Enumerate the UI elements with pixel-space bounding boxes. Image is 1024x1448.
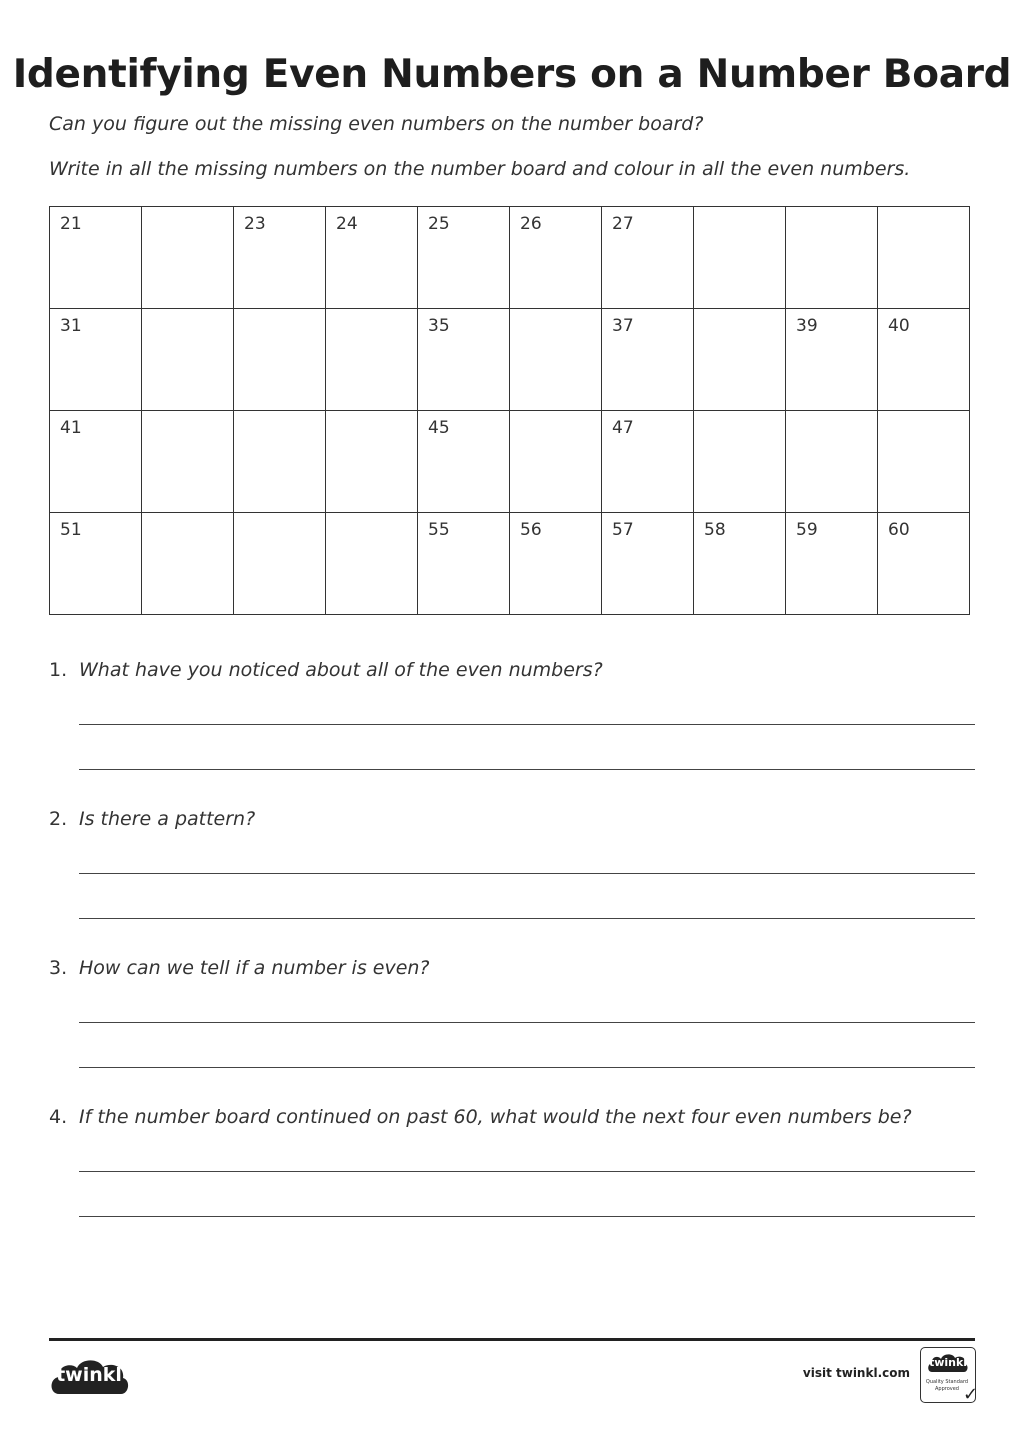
board-cell[interactable]: [142, 309, 234, 411]
answer-line[interactable]: [79, 1022, 975, 1023]
question-text: If the number board continued on past 60, what would the next four even numbers be?: [79, 1106, 912, 1128]
board-cell[interactable]: [786, 411, 878, 513]
board-row: [50, 411, 970, 513]
board-cell[interactable]: [694, 411, 786, 513]
visit-link[interactable]: visit twinkl.com: [802, 1366, 910, 1380]
question-3: [49, 957, 430, 979]
question-4: [49, 1106, 912, 1128]
answer-line[interactable]: [79, 1171, 975, 1172]
board-cell[interactable]: 57: [602, 513, 694, 615]
instruction: Write in all the missing numbers on the number board and colour in all the even numbers.: [49, 158, 911, 180]
board-cell[interactable]: [234, 411, 326, 513]
board-row: [50, 207, 970, 309]
board-cell[interactable]: [142, 411, 234, 513]
answer-line[interactable]: [79, 918, 975, 919]
board-cell[interactable]: [142, 513, 234, 615]
footer-divider: [49, 1338, 975, 1341]
board-cell[interactable]: [510, 411, 602, 513]
number-board: [49, 206, 970, 615]
question-number: 1.: [49, 659, 68, 681]
board-cell[interactable]: [878, 411, 970, 513]
board-cell[interactable]: 26: [510, 207, 602, 309]
check-icon: ✓: [963, 1384, 979, 1405]
board-cell[interactable]: [234, 513, 326, 615]
answer-line[interactable]: [79, 769, 975, 770]
page-title: Identifying Even Numbers on a Number Board: [12, 52, 1012, 97]
board-cell[interactable]: 55: [418, 513, 510, 615]
board-cell[interactable]: 35: [418, 309, 510, 411]
answer-line[interactable]: [79, 1067, 975, 1068]
question-1: [49, 659, 603, 681]
badge-logo-text: twinkl: [928, 1356, 968, 1369]
board-cell[interactable]: 51: [50, 513, 142, 615]
board-cell[interactable]: 59: [786, 513, 878, 615]
board-cell[interactable]: 40: [878, 309, 970, 411]
board-row: [50, 309, 970, 411]
board-cell[interactable]: 45: [418, 411, 510, 513]
question-text: Is there a pattern?: [79, 808, 256, 830]
board-cell[interactable]: [786, 207, 878, 309]
question-text: How can we tell if a number is even?: [79, 957, 430, 979]
question-2: [49, 808, 255, 830]
board-cell[interactable]: 58: [694, 513, 786, 615]
board-cell[interactable]: [878, 207, 970, 309]
question-number: 2.: [49, 808, 68, 830]
board-cell[interactable]: 56: [510, 513, 602, 615]
question-number: 3.: [49, 957, 68, 979]
board-cell[interactable]: [510, 309, 602, 411]
board-cell[interactable]: [326, 513, 418, 615]
board-cell[interactable]: 47: [602, 411, 694, 513]
badge-logo: [927, 1352, 969, 1374]
twinkl-logo: [49, 1354, 131, 1400]
board-cell[interactable]: 37: [602, 309, 694, 411]
board-cell[interactable]: 41: [50, 411, 142, 513]
answer-line[interactable]: [79, 1216, 975, 1217]
question-number: 4.: [49, 1106, 68, 1128]
board-cell[interactable]: [234, 309, 326, 411]
board-cell[interactable]: 25: [418, 207, 510, 309]
board-cell[interactable]: 39: [786, 309, 878, 411]
board-cell[interactable]: 60: [878, 513, 970, 615]
board-cell[interactable]: [694, 309, 786, 411]
subtitle: Can you figure out the missing even numbers on the number board?: [49, 113, 704, 135]
board-cell[interactable]: 24: [326, 207, 418, 309]
board-cell[interactable]: 21: [50, 207, 142, 309]
board-cell[interactable]: 27: [602, 207, 694, 309]
badge-line-1: Quality Standard: [925, 1379, 969, 1385]
board-row: [50, 513, 970, 615]
board-cell[interactable]: 31: [50, 309, 142, 411]
board-cell[interactable]: [326, 411, 418, 513]
board-cell[interactable]: [142, 207, 234, 309]
logo-text: twinkl: [56, 1364, 122, 1386]
badge-line-2: Approved: [935, 1386, 959, 1392]
board-cell[interactable]: 23: [234, 207, 326, 309]
board-cell[interactable]: [326, 309, 418, 411]
answer-line[interactable]: [79, 873, 975, 874]
answer-line[interactable]: [79, 724, 975, 725]
board-cell[interactable]: [694, 207, 786, 309]
question-text: What have you noticed about all of the even numbers?: [79, 659, 603, 681]
quality-badge: [920, 1347, 979, 1405]
